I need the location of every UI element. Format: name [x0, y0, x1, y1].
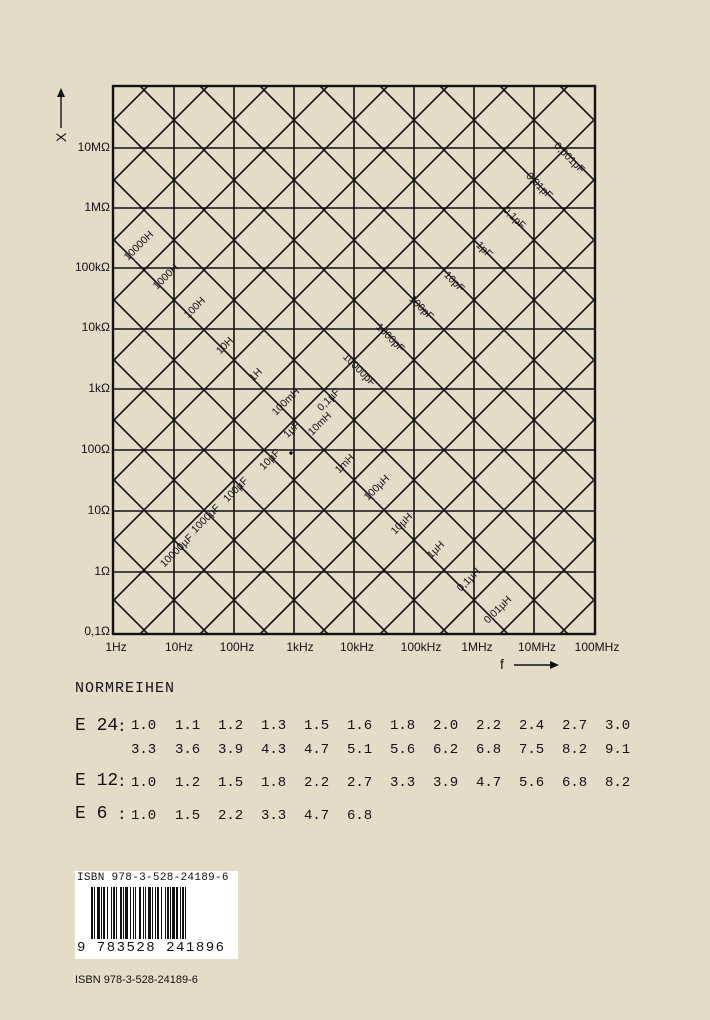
barcode-bar: [116, 887, 117, 939]
barcode-bar: [123, 887, 124, 939]
barcode-bar: [180, 887, 181, 939]
barcode-bar: [148, 887, 151, 939]
series-name-e6: E 6: [75, 804, 108, 824]
series-value: 3.3: [261, 808, 287, 824]
series-value: 6.8: [562, 775, 588, 791]
inductance-label: 10mH: [305, 409, 335, 439]
barcode-bar: [101, 887, 102, 939]
series-value: 1.6: [347, 718, 373, 734]
barcode-bar: [143, 887, 144, 939]
barcode-bar: [176, 887, 178, 939]
barcode-bar: [113, 887, 115, 939]
inductance-label: 100mH: [269, 385, 303, 419]
diagonal-line-falling: [620, 86, 710, 680]
barcode-bar: [97, 887, 100, 939]
isbn-top: ISBN 978-3-528-24189-6: [77, 872, 229, 884]
y-tick-label: 10MΩ: [77, 140, 110, 154]
series-value: 2.7: [562, 718, 588, 734]
diagonal-line-rising: [560, 0, 710, 634]
barcode-bar: [135, 887, 136, 939]
series-name-e12: E 12: [75, 771, 119, 791]
inductance-label: 100H: [181, 294, 208, 321]
capacitance-label: 100µF: [221, 475, 251, 505]
capacitance-label: 0,1pF: [500, 204, 528, 232]
series-value: 1.0: [131, 808, 157, 824]
series-value: 3.9: [218, 742, 244, 758]
series-value: 5.6: [390, 742, 416, 758]
barcode-bar: [145, 887, 146, 939]
series-value: 1.2: [218, 718, 244, 734]
inductance-label: 10µH: [388, 510, 416, 538]
inductance-label: 100µH: [361, 472, 393, 504]
y-tick-label: 10Ω: [87, 503, 110, 517]
barcode-bar: [185, 887, 186, 939]
y-tick-label: 100Ω: [81, 442, 110, 456]
barcode-bar: [155, 887, 156, 939]
barcode-bar: [111, 887, 112, 939]
barcode-bar: [157, 887, 159, 939]
diagonal-line-falling: [380, 86, 710, 680]
x-tick-label: 100MHz: [574, 640, 620, 654]
series-value: 7.5: [519, 742, 545, 758]
barcode-bar: [103, 887, 105, 939]
x-tick-label: 10Hz: [164, 640, 194, 654]
diagonal-line-rising: [260, 0, 710, 634]
series-value: 8.2: [605, 775, 631, 791]
barcode-bar: [167, 887, 169, 939]
isbn-bottom: ISBN 978-3-528-24189-6: [75, 974, 198, 986]
inductance-label: 0,01µH: [481, 593, 515, 627]
diagonal-line-rising: [620, 0, 710, 634]
series-value: 2.2: [476, 718, 502, 734]
series-value: 6.8: [347, 808, 373, 824]
series-value: 1.0: [131, 775, 157, 791]
capacitance-label: 10pF: [441, 269, 467, 295]
series-value: 1.5: [218, 775, 244, 791]
x-tick-label: 100Hz: [219, 640, 255, 654]
series-value: 6.8: [476, 742, 502, 758]
normreihen-heading: NORMREIHEN: [75, 680, 176, 697]
capacitance-label: 1000µF: [188, 501, 223, 536]
series-value: 1.5: [304, 718, 330, 734]
barcode-bar: [152, 887, 153, 939]
series-value: 8.2: [562, 742, 588, 758]
barcode-bar: [182, 887, 184, 939]
series-value: 4.7: [304, 742, 330, 758]
inductance-label: 10H: [213, 334, 236, 357]
series-value: 2.2: [218, 808, 244, 824]
diagonal-line-falling: [0, 86, 60, 680]
series-name-e24: E 24: [75, 716, 119, 736]
inductance-label: 0,1µH: [454, 565, 484, 595]
inductance-label: 1µH: [424, 538, 448, 562]
series-value: 1.8: [261, 775, 287, 791]
barcode-bar: [91, 887, 93, 939]
capacitance-label: 0,1µF: [315, 386, 343, 414]
barcode-bar: [170, 887, 171, 939]
series-value: 3.9: [433, 775, 459, 791]
series-value: 4.7: [476, 775, 502, 791]
diagonal-line-rising: [500, 0, 710, 634]
series-value: 1.1: [175, 718, 201, 734]
series-value: 2.0: [433, 718, 459, 734]
barcode-bar: [125, 887, 128, 939]
series-colon: :: [117, 718, 127, 736]
series-value: 1.8: [390, 718, 416, 734]
series-value: 1.2: [175, 775, 201, 791]
capacitance-label: 0,01pF: [523, 170, 555, 202]
inductance-label: 1H: [246, 365, 265, 384]
diagonal-line-rising: [680, 0, 710, 634]
ink-dot: [289, 451, 293, 455]
y-tick-label: 1MΩ: [84, 200, 110, 214]
inductance-label: 10000H: [121, 228, 157, 264]
series-value: 2.2: [304, 775, 330, 791]
series-colon: :: [117, 773, 127, 791]
x-tick-label: 1kHz: [286, 640, 314, 654]
series-value: 1.5: [175, 808, 201, 824]
x-tick-label: 1Hz: [105, 640, 127, 654]
barcode-bar: [130, 887, 131, 939]
series-value: 5.1: [347, 742, 373, 758]
series-value: 4.7: [304, 808, 330, 824]
barcode-bar: [94, 887, 95, 939]
barcode-bar: [120, 887, 122, 939]
diagonal-line-falling: [440, 86, 710, 680]
barcode-bars: [91, 887, 221, 939]
ean-digits: 9 783528 241896: [77, 940, 226, 956]
y-axis-name: X: [53, 132, 69, 142]
inductance-label: 1000H: [150, 261, 182, 293]
series-value: 3.0: [605, 718, 631, 734]
diagonal-line-rising: [440, 0, 710, 634]
x-tick-label: 10kHz: [339, 640, 375, 654]
barcode-bar: [133, 887, 134, 939]
series-value: 4.3: [261, 742, 287, 758]
series-value: 3.3: [131, 742, 157, 758]
capacitance-label: 10000µF: [157, 531, 196, 570]
x-tick-label: 1MHz: [461, 640, 493, 654]
diagonal-line-falling: [200, 86, 710, 680]
y-tick-label: 1kΩ: [88, 381, 110, 395]
diagonal-line-falling: [260, 86, 710, 680]
y-tick-label: 100kΩ: [75, 260, 110, 274]
barcode-bar: [172, 887, 175, 939]
barcode-bar: [139, 887, 141, 939]
diagonal-line-rising: [0, 0, 180, 634]
capacitance-label: 0,001pF: [551, 140, 587, 176]
series-value: 1.3: [261, 718, 287, 734]
y-axis-arrow-head: [57, 88, 65, 97]
capacitance-label: 100pF: [406, 293, 436, 323]
y-tick-label: 1Ω: [94, 564, 110, 578]
inductance-label: 1mH: [332, 451, 357, 476]
x-axis-name: f: [500, 656, 504, 672]
x-tick-label: 100kHz: [400, 640, 442, 654]
diagonal-line-falling: [560, 86, 710, 680]
capacitance-label: 10µF: [257, 447, 283, 473]
diagonal-line-rising: [0, 0, 60, 634]
capacitance-label: 1000pF: [373, 321, 407, 355]
x-axis-arrow-head: [550, 661, 559, 669]
series-value: 2.4: [519, 718, 545, 734]
series-value: 9.1: [605, 742, 631, 758]
y-tick-label: 0,1Ω: [84, 624, 110, 638]
series-colon: :: [117, 806, 127, 824]
barcode-bar: [161, 887, 162, 939]
capacitance-label: 1µF: [281, 419, 303, 441]
diagonal-line-falling: [320, 86, 710, 680]
x-tick-label: 10MHz: [517, 640, 557, 654]
capacitance-label: 1pF: [473, 239, 495, 261]
barcode-bar: [107, 887, 108, 939]
barcode-bar: [165, 887, 166, 939]
capacitance-label: 10000pF: [340, 350, 379, 389]
series-value: 3.6: [175, 742, 201, 758]
series-value: 6.2: [433, 742, 459, 758]
series-value: 3.3: [390, 775, 416, 791]
diagonal-line-rising: [20, 0, 710, 634]
y-tick-label: 10kΩ: [81, 320, 110, 334]
diagonal-line-rising: [0, 0, 240, 634]
diagonal-line-rising: [0, 0, 480, 634]
series-value: 2.7: [347, 775, 373, 791]
diagonal-line-falling: [680, 86, 710, 680]
series-value: 5.6: [519, 775, 545, 791]
series-value: 1.0: [131, 718, 157, 734]
